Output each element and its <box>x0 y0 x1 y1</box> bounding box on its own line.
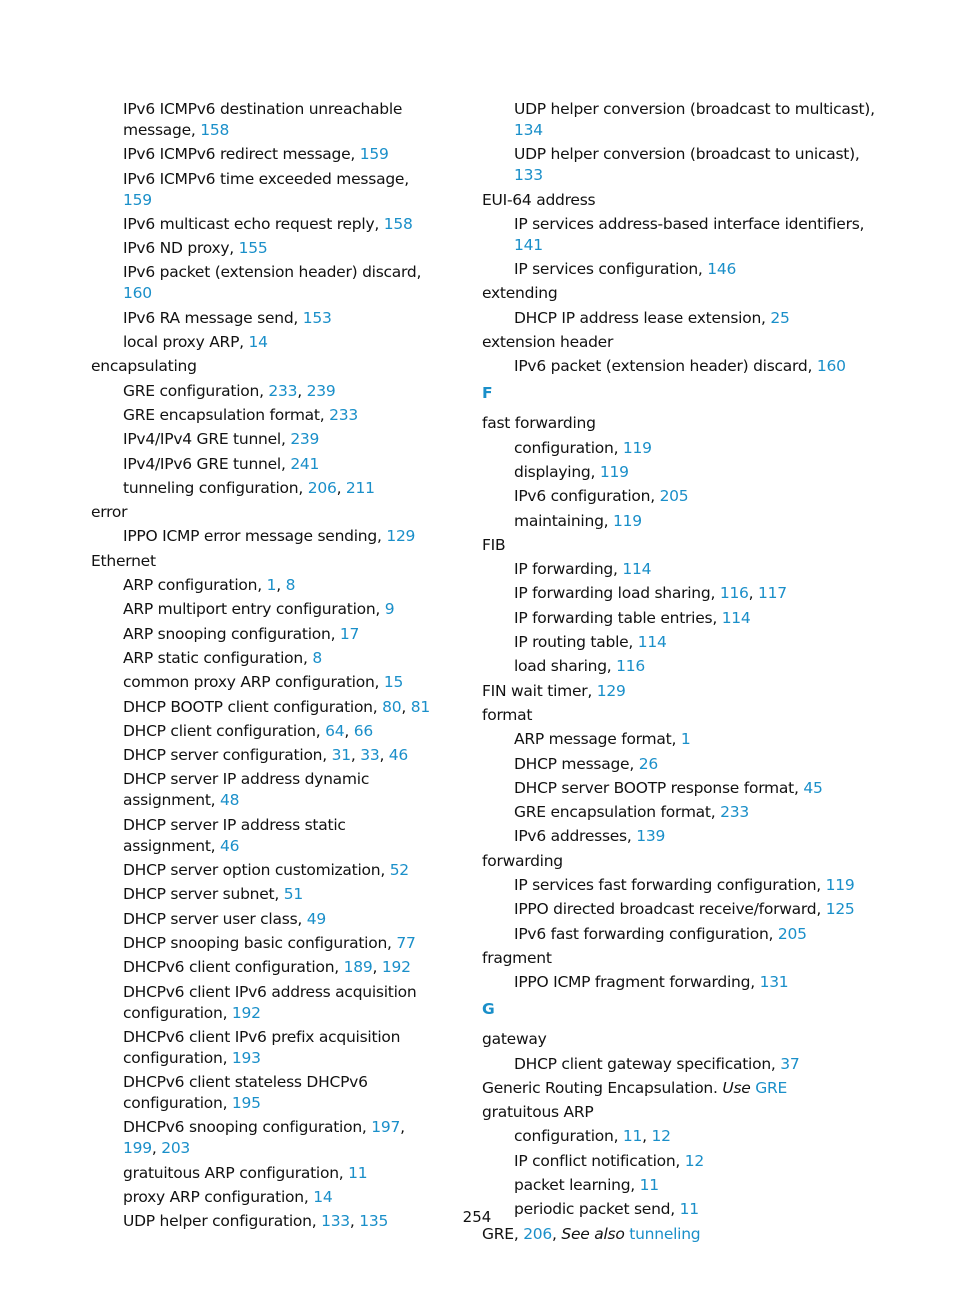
page-reference-link[interactable]: tunneling <box>629 1224 701 1243</box>
page-reference-link[interactable]: 8 <box>312 648 322 667</box>
index-text: IPv6 configuration, <box>514 487 660 506</box>
index-subterm <box>482 924 882 945</box>
index-text: maintaining, <box>514 511 614 530</box>
index-text: gratuitous ARP configuration, <box>123 1163 349 1182</box>
index-text: IP forwarding table entries, <box>514 608 722 627</box>
index-column-left <box>91 99 441 1236</box>
index-text: displaying, <box>514 462 600 481</box>
index-subterm <box>91 884 441 905</box>
cross-reference-label: See also <box>561 1224 625 1243</box>
index-text: IPv4/IPv6 GRE tunnel, <box>123 454 291 473</box>
index-term <box>482 1102 882 1123</box>
index-text: IP forwarding load sharing, <box>514 584 720 603</box>
index-text: FIB <box>482 535 506 554</box>
index-text: IPv6 ICMPv6 destination unreachable message, <box>123 100 403 139</box>
page-number: 254 <box>462 1208 492 1226</box>
index-subterm <box>482 144 882 186</box>
index-subterm <box>91 909 441 930</box>
index-subterm <box>91 745 441 766</box>
page-reference-link[interactable]: 129 <box>386 527 416 546</box>
index-text: DHCP BOOTP client configuration, <box>123 697 383 716</box>
index-text: DHCP server IP address dynamic assignment, <box>123 770 370 810</box>
index-text: configuration, <box>514 1127 623 1146</box>
index-letter-heading <box>482 999 882 1020</box>
page-reference-link[interactable]: 1 <box>266 576 277 595</box>
index-subterm <box>91 599 441 620</box>
index-subterm <box>91 697 441 718</box>
index-subterm <box>91 1117 441 1159</box>
index-text: DHCP server IP address static assignment, <box>123 815 346 855</box>
index-text: , <box>151 1139 162 1158</box>
index-text: ARP snooping configuration, <box>123 624 340 643</box>
index-text: Generic Routing Encapsulation. <box>482 1078 723 1097</box>
index-subterm <box>91 721 441 742</box>
index-text: DHCP IP address lease extension, <box>514 308 771 327</box>
index-text: forwarding <box>482 851 563 870</box>
index-text: periodic packet send, <box>514 1200 680 1219</box>
page-reference-link[interactable]: 239 <box>290 430 320 449</box>
index-subterm <box>91 1187 441 1208</box>
index-text: format <box>482 705 533 724</box>
index-text: IPv6 multicast echo request reply, <box>123 214 384 233</box>
page-reference-link[interactable]: 12 <box>684 1151 705 1170</box>
index-subterm <box>91 405 441 426</box>
index-subterm <box>482 754 882 775</box>
page-reference-link[interactable]: 64 <box>325 721 345 740</box>
page-reference-link[interactable]: 116 <box>616 657 645 676</box>
index-subterm <box>91 672 441 693</box>
page-reference-link[interactable]: 155 <box>238 239 268 258</box>
index-text: IPv6 ND proxy, <box>123 239 239 258</box>
index-text: IP services configuration, <box>514 260 708 279</box>
index-text: , <box>552 1224 562 1243</box>
index-text: configuration, <box>514 438 623 457</box>
index-subterm <box>482 356 882 377</box>
index-term <box>482 190 882 211</box>
index-subterm <box>482 259 882 280</box>
page-reference-link[interactable]: 14 <box>313 1187 333 1206</box>
index-text: UDP helper conversion (broadcast to multicast), <box>514 100 875 118</box>
index-subterm <box>482 1151 882 1172</box>
index-text: load sharing, <box>514 657 617 676</box>
index-text: , <box>344 721 354 740</box>
page-reference-link[interactable]: 116 <box>719 584 749 603</box>
index-text: IPv6 ICMPv6 redirect message, <box>123 145 360 164</box>
index-subterm <box>482 308 882 329</box>
index-text: IPv6 packet (extension header) discard, <box>123 263 422 282</box>
cross-reference-label: Use <box>722 1078 751 1097</box>
index-subterm <box>482 1054 882 1075</box>
page-reference-link[interactable]: 153 <box>302 308 332 327</box>
index-text: IP services address-based interface identifiers, <box>514 214 865 233</box>
index-subterm <box>91 1163 441 1184</box>
index-subterm <box>91 575 441 596</box>
index-subterm <box>91 957 441 978</box>
page-reference-link[interactable]: 197 <box>371 1118 401 1137</box>
index-subterm <box>91 624 441 645</box>
index-text: fragment <box>482 948 552 967</box>
index-text: IPv6 fast forwarding configuration, <box>514 924 778 943</box>
index-text: , <box>400 1118 405 1137</box>
index-text: IPv6 ICMPv6 time exceeded message, <box>123 169 409 188</box>
index-term <box>482 948 882 969</box>
page-reference-link[interactable]: 133 <box>321 1212 350 1231</box>
index-subterm <box>482 462 882 483</box>
index-text: , <box>372 958 382 977</box>
index-subterm <box>91 262 441 304</box>
index-text: IPv4/IPv4 GRE tunnel, <box>123 430 291 449</box>
page-reference-link[interactable]: 239 <box>306 381 336 400</box>
index-subterm <box>91 1072 441 1114</box>
index-text: DHCP client configuration, <box>123 721 326 740</box>
index-text: EUI-64 address <box>482 190 596 209</box>
page-reference-link[interactable]: 160 <box>123 284 152 303</box>
index-text: proxy ARP configuration, <box>123 1187 314 1206</box>
index-subterm <box>91 815 441 857</box>
page-reference-link[interactable]: 11 <box>679 1200 699 1219</box>
page-reference-link[interactable]: 129 <box>596 681 626 700</box>
page-reference-link[interactable]: 193 <box>231 1048 261 1067</box>
page-reference-link[interactable]: 192 <box>381 958 411 977</box>
index-text: , <box>748 584 759 603</box>
index-subterm <box>482 656 882 677</box>
index-text: IP services fast forwarding configuration, <box>514 876 826 895</box>
page-reference-link[interactable]: 80 <box>382 697 402 716</box>
index-text: , <box>379 746 389 765</box>
index-text: DHCP server subnet, <box>123 885 284 904</box>
page-reference-link[interactable]: 81 <box>410 697 430 716</box>
page-reference-link[interactable]: 206 <box>307 478 337 497</box>
index-text: , <box>297 381 307 400</box>
page-reference-link[interactable]: 119 <box>825 876 855 895</box>
index-text: DHCP server option customization, <box>123 861 390 880</box>
page-reference-link[interactable]: 17 <box>339 624 360 643</box>
index-text: DHCPv6 client configuration, <box>123 958 344 977</box>
index-subterm <box>91 478 441 499</box>
index-text: G <box>482 1000 495 1019</box>
index-term <box>482 681 882 702</box>
index-term <box>482 413 882 434</box>
page-reference-link[interactable]: 146 <box>707 260 737 279</box>
index-text: gateway <box>482 1030 547 1049</box>
index-text: F <box>482 384 493 403</box>
page-reference-link[interactable]: 158 <box>200 121 230 139</box>
index-text: IP routing table, <box>514 633 638 652</box>
page-reference-link[interactable]: 125 <box>825 900 855 919</box>
index-text: , <box>349 1212 360 1231</box>
index-subterm <box>482 438 882 459</box>
index-text: ARP static configuration, <box>123 648 313 667</box>
index-term <box>482 1029 882 1050</box>
index-text: GRE encapsulation format, <box>123 405 330 424</box>
page-reference-link[interactable]: 131 <box>759 973 789 992</box>
page-reference-link[interactable]: 195 <box>231 1094 261 1113</box>
index-text: DHCP snooping basic configuration, <box>123 933 397 952</box>
index-text: IPPO ICMP error message sending, <box>123 527 387 546</box>
index-term <box>91 551 441 572</box>
page-reference-link[interactable]: 158 <box>383 214 413 233</box>
index-text: DHCP message, <box>514 754 639 773</box>
index-subterm <box>91 769 441 811</box>
page-reference-link[interactable]: 135 <box>359 1212 389 1231</box>
index-subterm <box>482 729 882 750</box>
page-reference-link[interactable]: 11 <box>348 1163 368 1182</box>
index-subterm <box>482 826 882 847</box>
index-subterm <box>482 214 882 256</box>
page-reference-link[interactable]: 45 <box>803 778 823 797</box>
index-term <box>482 1078 882 1099</box>
index-text: Ethernet <box>91 551 156 570</box>
page-reference-link[interactable]: 8 <box>285 576 296 595</box>
index-term <box>482 705 882 726</box>
index-text: DHCP server user class, <box>123 909 307 928</box>
index-text: IPPO directed broadcast receive/forward, <box>514 900 826 919</box>
page-reference-link[interactable]: 66 <box>353 721 373 740</box>
index-text: local proxy ARP, <box>123 333 249 352</box>
page-reference-link[interactable]: 211 <box>345 478 375 497</box>
index-subterm <box>482 486 882 507</box>
index-subterm <box>482 559 882 580</box>
index-text: , <box>336 478 346 497</box>
index-text: ARP multiport entry configuration, <box>123 600 385 619</box>
index-text: GRE, <box>482 1224 524 1243</box>
page-reference-link[interactable]: 117 <box>758 584 787 603</box>
page-reference-link[interactable]: 31 <box>331 746 351 765</box>
page-reference-link[interactable]: 14 <box>248 333 268 352</box>
index-subterm <box>91 933 441 954</box>
index-subterm <box>91 454 441 475</box>
index-text: , <box>276 576 286 595</box>
index-subterm <box>91 169 441 211</box>
index-subterm <box>482 608 882 629</box>
page-reference-link[interactable]: 141 <box>514 235 543 254</box>
index-subterm <box>91 308 441 329</box>
index-subterm <box>482 1126 882 1147</box>
index-text: fast forwarding <box>482 414 596 433</box>
index-text: DHCP server BOOTP response format, <box>514 778 804 797</box>
page-reference-link[interactable]: 233 <box>268 381 298 400</box>
page-reference-link[interactable]: 160 <box>816 357 846 376</box>
index-text: DHCPv6 client IPv6 prefix acquisition configuration, <box>123 1027 401 1067</box>
page-reference-link[interactable]: 205 <box>659 487 689 506</box>
index-term <box>91 356 441 377</box>
index-text: IP conflict notification, <box>514 1151 685 1170</box>
index-subterm <box>91 99 441 141</box>
index-text: FIN wait timer, <box>482 681 597 700</box>
index-term <box>91 502 441 523</box>
index-text: tunneling configuration, <box>123 478 308 497</box>
index-text: ARP configuration, <box>123 576 267 595</box>
index-subterm <box>482 99 882 141</box>
index-text: DHCPv6 snooping configuration, <box>123 1118 372 1137</box>
index-term <box>482 535 882 556</box>
index-text: DHCPv6 client stateless DHCPv6 configuration, <box>123 1073 368 1113</box>
page-reference-link[interactable]: 192 <box>231 1003 261 1022</box>
index-text: , <box>350 746 361 765</box>
index-text: DHCP server configuration, <box>123 746 332 765</box>
index-text: GRE encapsulation format, <box>514 803 721 822</box>
index-text: UDP helper configuration, <box>123 1212 322 1231</box>
index-subterm <box>482 511 882 532</box>
index-text: GRE configuration, <box>123 381 269 400</box>
index-subterm <box>482 583 882 604</box>
page-reference-link[interactable]: 133 <box>514 166 543 185</box>
index-subterm <box>91 526 441 547</box>
index-subterm <box>482 1175 882 1196</box>
page-reference-link[interactable]: 37 <box>780 1054 800 1073</box>
page-reference-link[interactable]: 48 <box>220 791 240 810</box>
index-text: error <box>91 503 128 522</box>
page-reference-link[interactable]: 114 <box>622 560 652 579</box>
index-subterm <box>91 982 441 1024</box>
index-subterm <box>482 875 882 896</box>
page-reference-link[interactable]: 11 <box>639 1175 659 1194</box>
page-reference-link[interactable]: 11 <box>622 1127 643 1146</box>
index-subterm <box>91 332 441 353</box>
page-reference-link[interactable]: 33 <box>360 746 380 765</box>
page-reference-link[interactable]: 77 <box>396 933 416 952</box>
index-text: IPv6 RA message send, <box>123 308 303 327</box>
index-subterm <box>482 802 882 823</box>
page-reference-link[interactable]: 15 <box>383 673 404 692</box>
index-subterm <box>91 238 441 259</box>
index-subterm <box>91 144 441 165</box>
index-subterm <box>482 972 882 993</box>
page-reference-link[interactable]: 46 <box>388 746 409 765</box>
index-subterm <box>91 381 441 402</box>
page-reference-link[interactable]: 9 <box>384 600 395 619</box>
index-column-right <box>482 99 882 1248</box>
index-text: gratuitous ARP <box>482 1103 594 1122</box>
page-reference-link[interactable]: 159 <box>359 145 389 164</box>
index-text: IPPO ICMP fragment forwarding, <box>514 973 760 992</box>
index-text: IP forwarding, <box>514 560 623 579</box>
page-reference-link[interactable]: 203 <box>161 1139 191 1158</box>
index-subterm <box>91 648 441 669</box>
index-text: packet learning, <box>514 1175 640 1194</box>
page-reference-link[interactable]: 12 <box>651 1127 671 1146</box>
page-reference-link[interactable]: 1 <box>680 730 691 749</box>
index-text: ARP message format, <box>514 730 681 749</box>
page-reference-link[interactable]: 119 <box>622 438 652 457</box>
page-reference-link[interactable]: 233 <box>720 803 749 822</box>
page-reference-link[interactable]: 119 <box>613 511 642 530</box>
index-subterm <box>482 632 882 653</box>
index-text: extending <box>482 284 558 303</box>
page-reference-link[interactable]: 49 <box>306 909 326 928</box>
page-reference-link[interactable]: 114 <box>637 633 667 652</box>
index-text: encapsulating <box>91 357 197 376</box>
page-reference-link[interactable]: 199 <box>123 1139 152 1158</box>
page-reference-link[interactable]: 189 <box>343 958 373 977</box>
index-text: DHCP client gateway specification, <box>514 1054 781 1073</box>
index-text: IPv6 packet (extension header) discard, <box>514 357 817 376</box>
index-subterm <box>91 429 441 450</box>
index-subterm <box>482 778 882 799</box>
index-text: extension header <box>482 333 614 352</box>
page-reference-link[interactable]: 134 <box>514 121 543 139</box>
index-text: , <box>401 697 411 716</box>
index-text: UDP helper conversion (broadcast to unicast), <box>514 145 860 164</box>
page-reference-link[interactable]: 241 <box>290 454 320 473</box>
index-text: common proxy ARP configuration, <box>123 673 384 692</box>
page-reference-link[interactable]: 25 <box>770 308 790 327</box>
index-text: IPv6 addresses, <box>514 827 637 846</box>
page-reference-link[interactable]: 205 <box>777 924 807 943</box>
index-subterm <box>482 899 882 920</box>
page-reference-link[interactable]: 46 <box>220 836 240 855</box>
page-reference-link[interactable]: GRE <box>755 1078 788 1097</box>
index-subterm <box>91 214 441 235</box>
index-subterm <box>91 1027 441 1069</box>
index-term <box>482 283 882 304</box>
page-reference-link[interactable]: 233 <box>329 405 358 424</box>
page-reference-link[interactable]: 206 <box>523 1224 553 1243</box>
page-reference-link[interactable]: 119 <box>599 462 629 481</box>
page-reference-link[interactable]: 51 <box>283 885 303 904</box>
page-reference-link[interactable]: 114 <box>721 608 751 627</box>
index-text: DHCPv6 client IPv6 address acquisition configuration, <box>123 982 417 1022</box>
page-reference-link[interactable]: 159 <box>123 190 152 209</box>
index-text: , <box>642 1127 652 1146</box>
index-term <box>482 851 882 872</box>
page-reference-link[interactable]: 26 <box>638 754 658 773</box>
index-letter-heading <box>482 383 882 404</box>
page-reference-link[interactable]: 139 <box>636 827 666 846</box>
index-term <box>482 332 882 353</box>
index-subterm <box>91 860 441 881</box>
page-reference-link[interactable]: 52 <box>389 861 409 880</box>
